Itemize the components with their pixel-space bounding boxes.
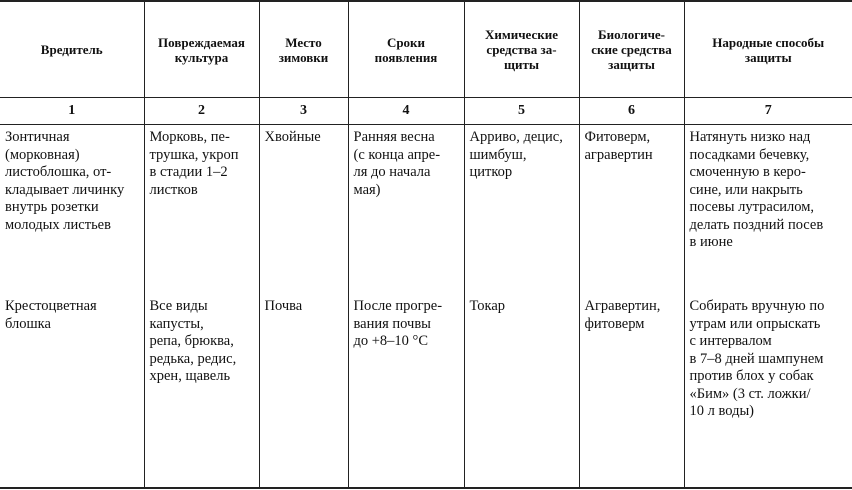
header-line: зимовки	[278, 49, 329, 65]
cell-folk	[684, 125, 852, 294]
cell-crop	[144, 293, 259, 488]
cell-line: После прогре-	[353, 298, 443, 314]
cell-line: Натянуть низко над	[689, 129, 811, 145]
cell-folk	[684, 293, 852, 488]
header-line: Химические	[484, 27, 558, 42]
header-biological	[579, 1, 684, 98]
cell-biological	[579, 293, 684, 488]
header-line: ские средства	[591, 42, 672, 57]
cell-line: утрам или опрыскать	[689, 315, 821, 332]
cell-line: Фитоверм,	[584, 129, 651, 145]
cell-line: блошка	[5, 315, 51, 332]
cell-line: Почва	[264, 298, 303, 314]
cell-line: репа, брюква,	[149, 333, 234, 349]
column-number-row	[0, 98, 852, 125]
cell-line: смоченную в керо-	[689, 164, 806, 180]
cell-line: Арриво, децис,	[469, 129, 563, 145]
column-number: 5	[464, 98, 579, 125]
cell-line: Крестоцветная	[5, 298, 97, 314]
column-number: 1	[0, 98, 144, 125]
cell-line: Зонтичная	[5, 129, 70, 145]
header-line: средства за-	[486, 42, 557, 57]
cell-line: агравертин	[584, 146, 653, 163]
cell-line: Агравертин,	[584, 298, 661, 314]
table-row	[0, 125, 852, 294]
cell-line: в стадии 1–2	[149, 164, 228, 180]
cell-line: листоблошка, от-	[5, 164, 112, 180]
cell-line: делать поздний посев	[689, 216, 824, 233]
cell-crop	[144, 125, 259, 294]
cell-line: Токар	[469, 298, 506, 314]
cell-wintering	[259, 293, 348, 488]
header-folk	[684, 1, 852, 98]
cell-line: Собирать вручную по	[689, 298, 825, 314]
header-pest	[0, 1, 144, 98]
cell-line: трушка, укроп	[149, 146, 239, 163]
cell-line: редька, редис,	[149, 350, 237, 367]
header-line: Место	[285, 34, 322, 50]
cell-line: Хвойные	[264, 129, 321, 145]
cell-biological	[579, 125, 684, 294]
cell-line: «Бим» (3 ст. ложки/	[689, 385, 811, 402]
cell-line: посевы лутрасилом,	[689, 199, 815, 215]
header-line: защиты	[608, 57, 655, 72]
header-line: щиты	[503, 57, 539, 72]
cell-line: капусты,	[149, 315, 204, 332]
cell-timing	[348, 125, 464, 294]
cell-line: Все виды	[149, 298, 208, 314]
cell-line: до +8–10 °С	[353, 333, 429, 349]
cell-line: в июне	[689, 234, 733, 250]
cell-chemical	[464, 293, 579, 488]
header-line: Сроки	[386, 34, 426, 50]
cell-line: мая)	[353, 181, 381, 198]
header-line: Вредитель	[40, 42, 103, 57]
header-line: Народные способы	[712, 34, 825, 50]
header-wintering	[259, 1, 348, 98]
cell-line: кладывает личинку	[5, 181, 125, 198]
cell-line: сине, или накрыть	[689, 181, 803, 198]
cell-line: Морковь, пе-	[149, 129, 230, 145]
header-timing	[348, 1, 464, 98]
header-line: Повреждаемая	[158, 34, 245, 50]
column-number: 7	[684, 98, 852, 125]
table-header-row	[0, 1, 852, 98]
cell-line: 10 л воды)	[689, 403, 755, 419]
cell-line: (морковная)	[5, 146, 80, 163]
cell-line: фитоверм	[584, 315, 645, 332]
cell-line: ля до начала	[353, 164, 431, 180]
cell-line: вания почвы	[353, 315, 431, 332]
cell-wintering	[259, 125, 348, 294]
column-number: 3	[259, 98, 348, 125]
cell-line: посадками бечевку,	[689, 146, 810, 163]
cell-line: (с конца апре-	[353, 146, 441, 163]
cell-line: молодых листьев	[5, 216, 111, 233]
cell-line: шимбуш,	[469, 146, 527, 163]
column-number: 6	[579, 98, 684, 125]
cell-line: против блох у собак	[689, 368, 814, 384]
cell-line: циткор	[469, 164, 513, 180]
column-number: 2	[144, 98, 259, 125]
header-line: культура	[174, 49, 229, 65]
cell-line: Ранняя весна	[353, 129, 435, 145]
cell-line: в 7–8 дней шампунем	[689, 350, 824, 367]
cell-line: внутрь розетки	[5, 199, 99, 215]
header-line: появления	[374, 49, 438, 65]
cell-line: хрен, щавель	[149, 368, 231, 384]
column-number: 4	[348, 98, 464, 125]
cell-line: листков	[149, 181, 198, 198]
cell-timing	[348, 293, 464, 488]
header-crop	[144, 1, 259, 98]
cell-chemical	[464, 125, 579, 294]
header-line: Биологиче-	[597, 27, 666, 42]
cell-pest	[0, 125, 144, 294]
table-row	[0, 293, 852, 488]
header-line: защиты	[744, 49, 792, 65]
cell-pest	[0, 293, 144, 488]
cell-line: с интервалом	[689, 333, 772, 349]
header-chemical	[464, 1, 579, 98]
